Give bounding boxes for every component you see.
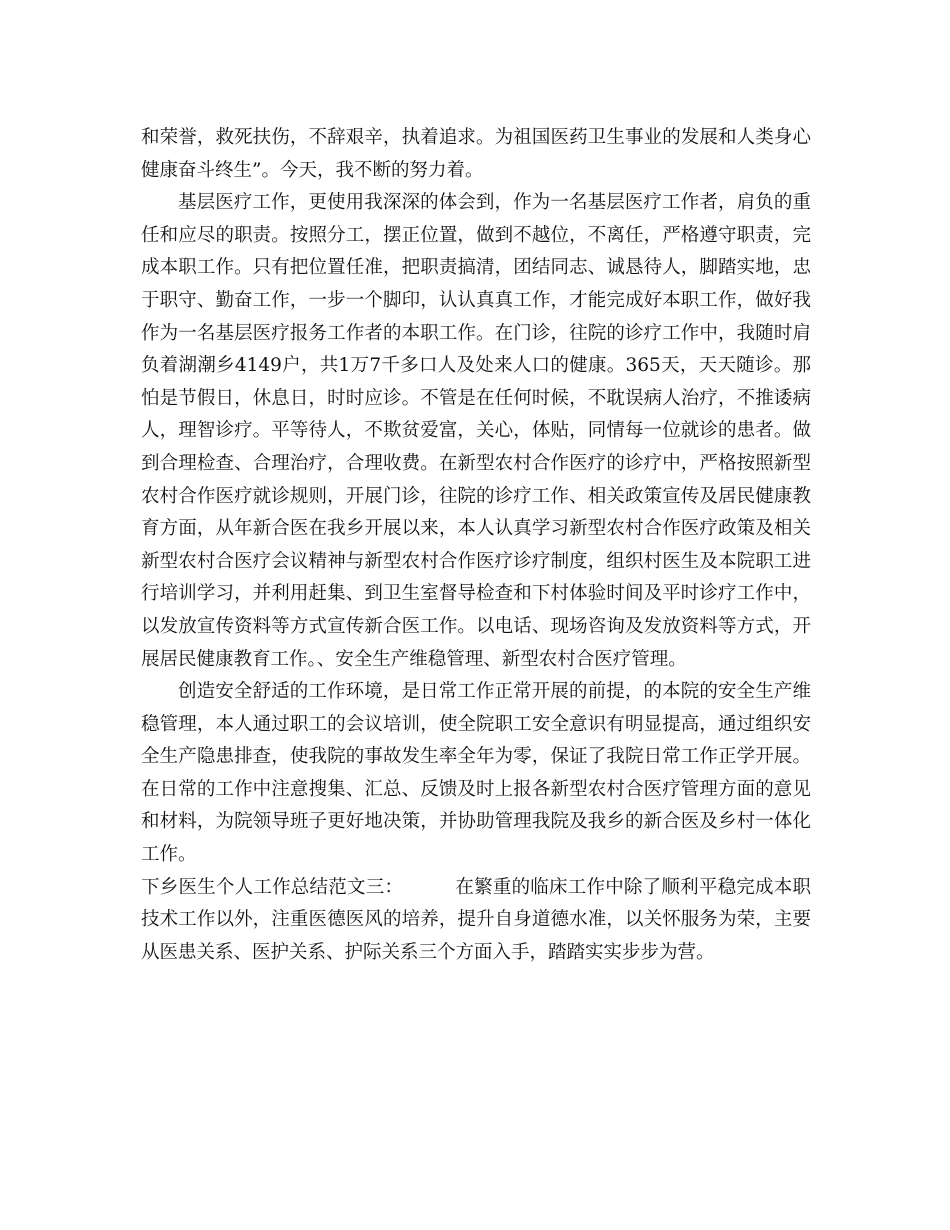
paragraph-1: 和荣誉，救死扶伤，不辞艰辛，执着追求。为祖国医药卫生事业的发展和人类身心健康奋斗终生”。今天，我不断的努力着。 bbox=[141, 127, 811, 181]
section-text: 在繁重的临床工作中除了顺利平稳完成本职技术工作以外，注重医德医风的培养，提升自身道德水准，以关怀服务为荣，主要从医患关系、医护关系、护际关系三个方面入手，踏踏实实步步为营。 bbox=[141, 876, 811, 963]
paragraph-3: 创造安全舒适的工作环境，是日常工作正常开展的前提，的本院的安全生产维稳管理，本人通过职工的会议培训，使全院职工安全意识有明显提高，通过组织安全生产隐患排查，使我院的事故发生率全年为零，保证了我院日常工作正学开展。在日常的工作中注意搜集、汇总、反馈及时上报各新型农村合医疗管理方面的意见和材料，为院领导班子更好地决策，并协助管理我院及我乡的新合医及乡村一体化工作。 bbox=[141, 681, 811, 866]
paragraph-4 bbox=[141, 872, 811, 970]
section-heading: 下乡医生个人工作总结范文三： bbox=[141, 876, 404, 898]
paragraph-2: 基层医疗工作，更使用我深深的体会到，作为一名基层医疗工作者，肩负的重任和应尽的职责。按照分工，摆正位置，做到不越位，不离任，严格遵守职责，完成本职工作。只有把位置任准，把职责搞清，团结同志、诚恳待人，脚踏实地，忠于职守、勤奋工作，一步一个脚印，认认真真工作，才能完成好本职工作，做好我作为一名基层医疗报务工作者的本职工作。在门诊，往院的诊疗工作中，我随时肩负着湖潮乡4149户，共1万7千多口人及处来人口的健康。365天，天天随诊。那怕是节假日，休息日，时时应诊。不管是在任何时候，不耽误病人治疗，不推诿病人，理智诊疗。平等待人，不欺贫爱富，关心，体贴，同情每一位就诊的患者。做到合理检查、合理治疗，合理收费。在新型农村合作医疗的诊疗中，严格按照新型农村合作医疗就诊规则，开展门诊，往院的诊疗工作、相关政策宣传及居民健康教育方面，从年新合医在我乡开展以来，本人认真学习新型农村合作医疗政策及相关新型农村合医疗会议精神与新型农村合作医疗诊疗制度，组织村医生及本院职工进行培训学习，并利用赶集、到卫生室督导检查和下村体验时间及平时诊疗工作中，以发放宣传资料等方式宣传新合医工作。以电话、现场咨询及发放资料等方式，开展居民健康教育工作。、安全生产维稳管理、新型农村合医疗管理。 bbox=[141, 192, 811, 670]
document-body bbox=[141, 122, 811, 969]
